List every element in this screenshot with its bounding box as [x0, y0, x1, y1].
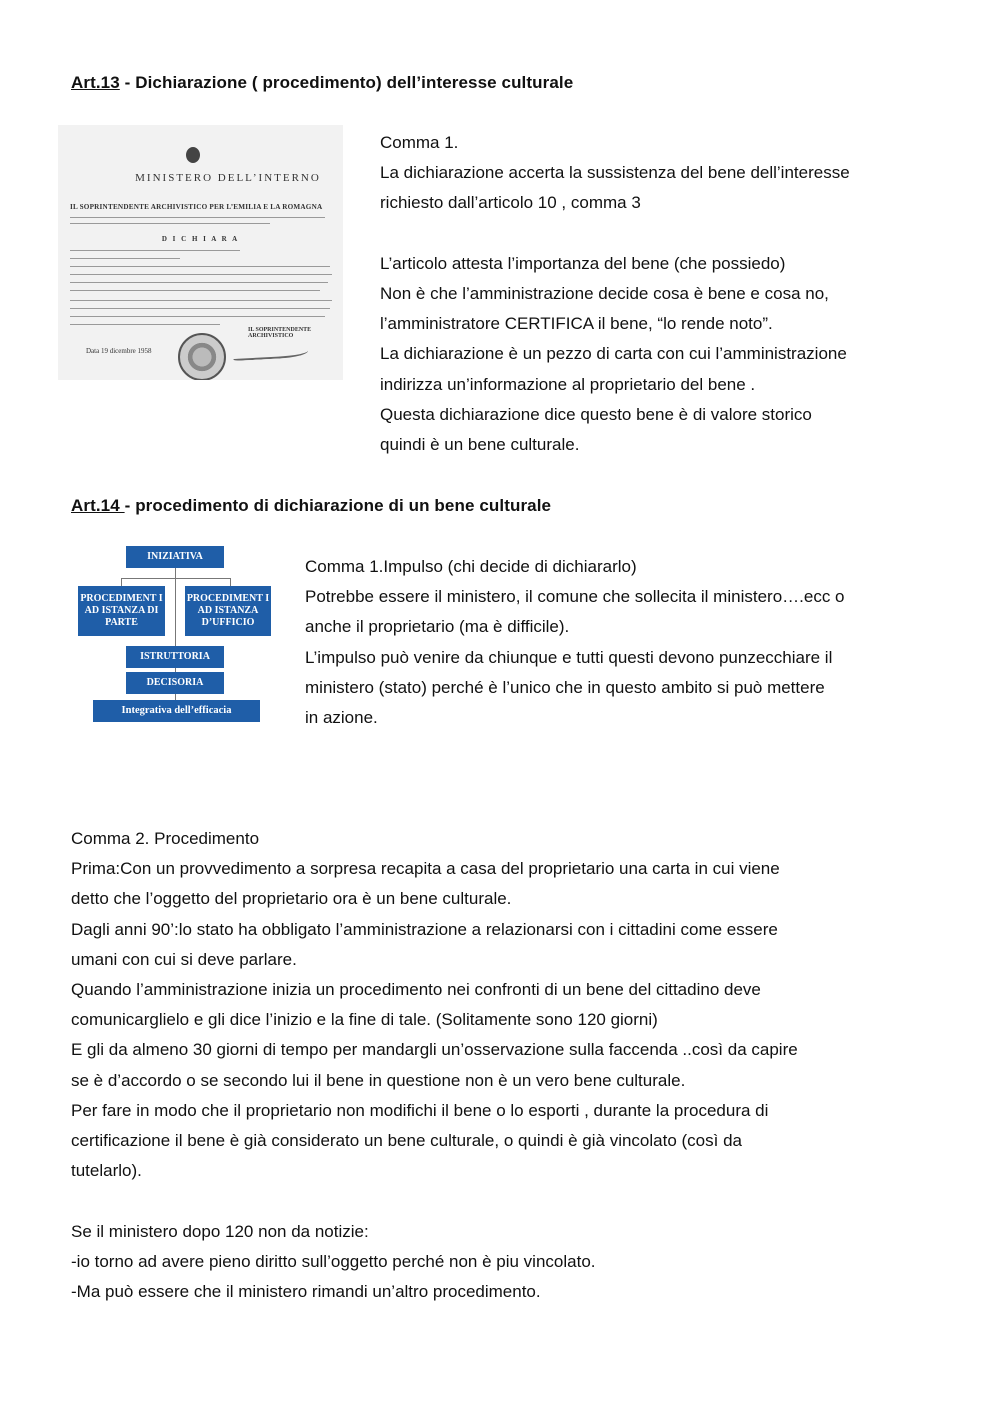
text-line: ministero (stato) perché è l’unico che in questo ambito si può mettere: [305, 677, 825, 697]
scan-text-line: [70, 266, 330, 267]
art14-title: - procedimento di dichiarazione di un bene culturale: [124, 496, 552, 515]
scanned-declaration-image: [58, 125, 343, 380]
text-line: E gli da almeno 30 giorni di tempo per mandargli un’osservazione sulla faccenda ..così da capire: [71, 1040, 798, 1060]
text-line: umani con cui si deve parlare.: [71, 949, 297, 969]
text-line: Comma 1.: [380, 133, 459, 152]
text-line: La dichiarazione è un pezzo di carta con cui l’amministrazione: [380, 344, 847, 364]
text-line: in azione.: [305, 708, 378, 728]
scan-signer: IL SOPRINTENDENTE ARCHIVISTICO: [248, 327, 312, 339]
seal-icon: [178, 333, 226, 380]
text-line: Dagli anni 90’:lo stato ha obbligato l’amministrazione a relazionarsi con i cittadini come essere: [71, 919, 778, 939]
scan-text-line: [70, 250, 240, 251]
text-line: Questa dichiarazione dice questo bene è di valore storico: [380, 404, 812, 424]
diagram-box-iniziativa: INIZIATIVA: [126, 546, 224, 568]
text-line: richiesto dall’articolo 10 , comma 3: [380, 193, 641, 213]
diagram-connector: [121, 578, 122, 586]
text-line: Quando l’amministrazione inizia un procedimento nei confronti di un bene del cittadino deve: [71, 980, 761, 1000]
text-line: -Ma può essere che il ministero rimandi un’altro procedimento.: [71, 1282, 541, 1302]
text-line: se è d’accordo o se secondo lui il bene in questione non è un vero bene culturale.: [71, 1070, 686, 1090]
art14-text: [305, 552, 845, 733]
text-line: Potrebbe essere il ministero, il comune che sollecita il ministero….ecc o: [305, 587, 845, 607]
text-line: l’amministratore CERTIFICA il bene, “lo rende noto”.: [380, 314, 773, 334]
signature-icon: [233, 341, 309, 361]
procedure-diagram: [78, 546, 278, 726]
text-line: Comma 2. Procedimento: [71, 829, 260, 848]
art13-text: [380, 128, 850, 460]
art13-title: - Dichiarazione ( procedimento) dell’interesse culturale: [119, 73, 574, 92]
scan-declares: D I C H I A R A: [161, 235, 240, 243]
text-line: Prima:Con un provvedimento a sorpresa recapita a casa del proprietario una carta in cui viene: [71, 859, 780, 879]
text-line: Comma 1.Impulso (chi decide di dichiararlo): [305, 557, 637, 576]
text-line: Non è che l’amministrazione decide cosa è bene e cosa no,: [380, 284, 829, 303]
diagram-box-ufficio: PROCEDIMENT I AD ISTANZA D’UFFICIO: [185, 586, 271, 636]
diagram-box-istruttoria: ISTRUTTORIA: [126, 646, 224, 668]
scan-text-line: [70, 282, 328, 283]
scan-text-line: [70, 290, 320, 291]
art14-heading: [71, 496, 551, 516]
text-line: tutelarlo).: [71, 1161, 142, 1181]
text-line: -io torno ad avere pieno diritto sull’oggetto perché non è piu vincolato.: [71, 1251, 596, 1271]
diagram-connector: [175, 578, 176, 646]
comma2-text: [71, 824, 798, 1307]
diagram-box-integrativa: Integrativa dell’efficacia: [93, 700, 260, 722]
text-line: detto che l’oggetto del proprietario ora è un bene culturale.: [71, 889, 512, 909]
art13-number: Art.13: [71, 73, 120, 92]
text-line: comunicarglielo e gli dice l’inizio e la fine di tale. (Solitamente sono 120 giorni): [71, 1010, 658, 1030]
diagram-box-parte: PROCEDIMENT I AD ISTANZA DI PARTE: [78, 586, 165, 636]
text-line: indirizza un’informazione al proprietario del bene .: [380, 374, 756, 394]
crest-icon: [186, 147, 200, 163]
scan-ministry: MINISTERO DELL’INTERNO: [135, 172, 321, 184]
scan-text-line: [70, 300, 332, 301]
text-line: certificazione il bene è già considerato un bene culturale, o quindi è già vincolato (così da: [71, 1131, 742, 1151]
text-line: quindi è un bene culturale.: [380, 435, 580, 455]
art13-heading: [71, 73, 573, 93]
text-line: L’impulso può venire da chiunque e tutti questi devono punzecchiare il: [305, 647, 833, 667]
text-line: [71, 1186, 798, 1216]
text-line: Se il ministero dopo 120 non da notizie:: [71, 1221, 369, 1241]
text-line: L’articolo attesta l’importanza del bene (che possiedo): [380, 253, 786, 273]
scan-text-line: [70, 308, 330, 309]
scan-text-line: [70, 324, 220, 325]
diagram-connector: [230, 578, 231, 586]
diagram-box-decisoria: DECISORIA: [126, 672, 224, 694]
scan-text-line: [70, 258, 180, 259]
scan-text-line: [70, 217, 325, 218]
scan-text-line: [70, 223, 270, 224]
text-line: anche il proprietario (ma è difficile).: [305, 617, 570, 637]
scan-text-line: [70, 316, 325, 317]
scan-date: Data 19 dicembre 1958: [86, 347, 152, 355]
text-line: Per fare in modo che il proprietario non modifichi il bene o lo esporti , durante la procedura di: [71, 1100, 769, 1120]
text-line: [380, 219, 850, 249]
scan-text-line: [70, 274, 332, 275]
text-line: La dichiarazione accerta la sussistenza del bene dell’interesse: [380, 163, 850, 183]
art14-number: Art.14: [71, 496, 125, 515]
scan-office: IL SOPRINTENDENTE ARCHIVISTICO PER L’EMILIA E LA ROMAGNA: [70, 203, 323, 211]
